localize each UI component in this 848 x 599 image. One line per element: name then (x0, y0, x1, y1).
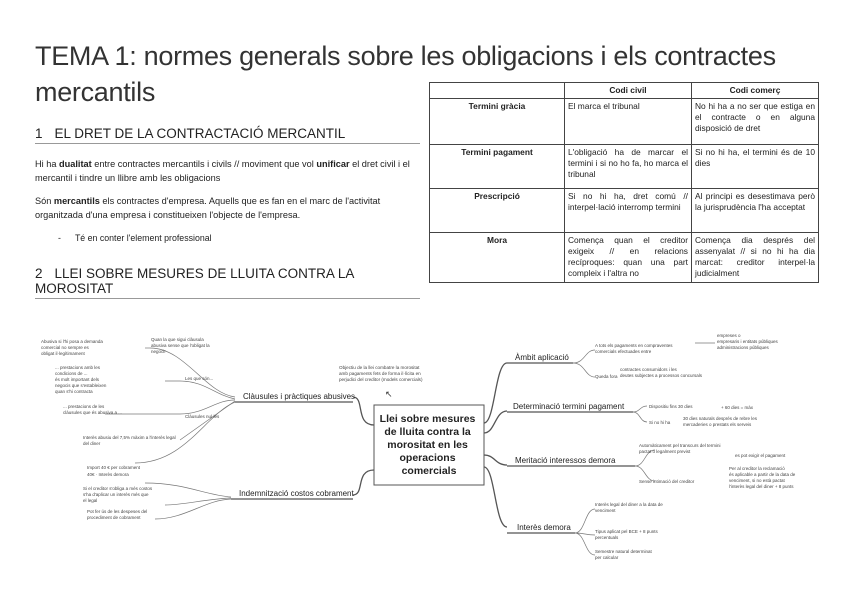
section-2-number: 2 (35, 266, 43, 281)
right-note: A tots els pagaments en compraventes comercials efectuades entre (595, 343, 673, 354)
left-note: Quan la que sigui clàusula abusiva sense que l'obligat la negociï (151, 337, 210, 354)
left-note: ... prestacions de les clàusules que és abusiva a ... (63, 404, 123, 415)
comparison-table (429, 82, 819, 283)
right-note: Interès legal del diner a la data de venciment (595, 502, 663, 513)
right-note: Queda fora (595, 374, 618, 379)
table-header-row (430, 83, 819, 99)
table-cell: Si no hi ha, dret comú // interpel·lació interromp termini (565, 189, 692, 233)
right-note: contractes consumidors i les deutes subjectes a processos concursals (620, 367, 703, 378)
mindmap-center-text: Llei sobre mesures de lluita contra la morositat en les operacions comercials (379, 413, 476, 477)
table-cell: No hi ha a no ser que estiga en el contracte o en alguna disposició de dret (692, 99, 819, 145)
table-row (430, 233, 819, 283)
right-note: Semestre natural determinat per calcular (595, 549, 652, 560)
table-row (430, 189, 819, 233)
table-row-label: Termini gràcia (430, 99, 565, 145)
section-1-number: 1 (35, 126, 43, 141)
table-row-label: Termini pagament (430, 145, 565, 189)
left-note: Pot fer ús de les despeses del procediment de cobrament (87, 509, 148, 520)
branch-interes: Interès demora (517, 523, 571, 532)
table-cell: Comença quan el creditor exigeix // en relacions recíproques: quan una part compleix i l'altra no (565, 233, 692, 283)
branch-indemnitzacio: Indemnització costos cobrament (239, 489, 354, 498)
section-2-title: LLEI SOBRE MESURES DE LLUITA CONTRA LA MOROSITAT (35, 266, 354, 296)
table-cell: Si no hi ha, el termini és de 10 dies (692, 145, 819, 189)
bullet-item: - Té en conter l'element professional (58, 233, 212, 243)
table-row (430, 99, 819, 145)
paragraph-mercantils: Són mercantils els contractes d'empresa. Aquells que es fan en el marc de l'activitat organitzada d'una empresa i constitueixen l'objecte de l'empresa. (35, 196, 381, 220)
right-note: 30 dies naturals després de rebre les mercaderies o prestats els serveis (683, 416, 758, 427)
section-1-title: EL DRET DE LA CONTRACTACIÓ MERCANTIL (54, 126, 346, 141)
right-note: Sense intimació del creditor (639, 479, 695, 484)
table-cell: Comença dia després del assenyalat // si no hi ha dia marcat: creditor interpel·la judicialment (692, 233, 819, 283)
cursor-icon: ↖ (385, 389, 393, 399)
branch-ambit: Àmbit aplicació (515, 353, 569, 362)
branch-clausules: Clàusules i pràctiques abusives (243, 392, 356, 401)
table-header-cell: Codi civil (565, 83, 692, 99)
section-1-heading (35, 126, 420, 144)
left-note: Interès abusiu del 7,5% màxim a l'interès legal del diner (83, 435, 176, 446)
right-note: Dispositiu fins 30 dies (649, 404, 693, 409)
table-header-cell: Codi comerç (692, 83, 819, 99)
mindmap-objective-note: Objectiu de la llei combatre la morositat amb pagaments fets de forma il·lícita en perjudici del creditor (models comercials) (339, 365, 423, 382)
left-note: Abusiva si l'hi posa a demanda comercial no sempre es obligat il·legítimament (41, 339, 103, 356)
branch-meritacio: Meritació interessos demora (515, 456, 616, 465)
table-header-cell (430, 83, 565, 99)
table-row-label: Prescripció (430, 189, 565, 233)
right-note: Automàticament pel transcurs del termini pactat o legalment previst (639, 443, 721, 454)
paragraph-dualitat: Hi ha dualitat entre contractes mercantils i civils // moviment que vol unificar el dret civil i el mercantil i tindre un llibre amb les obligacions (35, 159, 410, 183)
left-note: Les que són... (185, 376, 214, 381)
table-cell: Al principi es desestimava però la jurisprudència l'ha acceptat (692, 189, 819, 233)
section-2-heading (35, 266, 420, 299)
left-note: Import 40 € per cobrament 40€ · Interès demora (87, 465, 141, 477)
left-note: ... prestacions amb les condicions de ... és molt important dels negocis que s'estableixen quan s'hi contracta (55, 365, 107, 394)
table-cell: El marca el tribunal (565, 99, 692, 145)
right-note: es pot exigir el pagament (735, 453, 786, 458)
table-row-label: Mora (430, 233, 565, 283)
right-note: Tipus aplicat pel BCE + 8 punts percentuals (595, 529, 658, 540)
right-note: + 60 dies = màx (721, 405, 754, 410)
right-note: Per al creditor la reclamació és aplicable a partir de la data de venciment, si no està pactat l'interès legal del diner + 8 punts (729, 466, 796, 489)
left-note: Clàusules nul·les (185, 414, 220, 419)
page-title: TEMA 1: normes generals sobre les obligacions i els contractes mercantils (35, 41, 776, 107)
branch-termini: Determinació termini pagament (513, 402, 625, 411)
mind-map (35, 305, 825, 567)
right-note: Si no hi ha (649, 420, 671, 425)
table-cell: L'obligació ha de marcar el termini i si no ho fa, ho marca el tribunal (565, 145, 692, 189)
left-note: Si el creditor s'obliga a més costos s'ha d'aplicar un interès més que el legal (83, 486, 153, 503)
right-note: empreses o empresaris i entitats públiques administracions públiques (717, 333, 778, 350)
table-row (430, 145, 819, 189)
